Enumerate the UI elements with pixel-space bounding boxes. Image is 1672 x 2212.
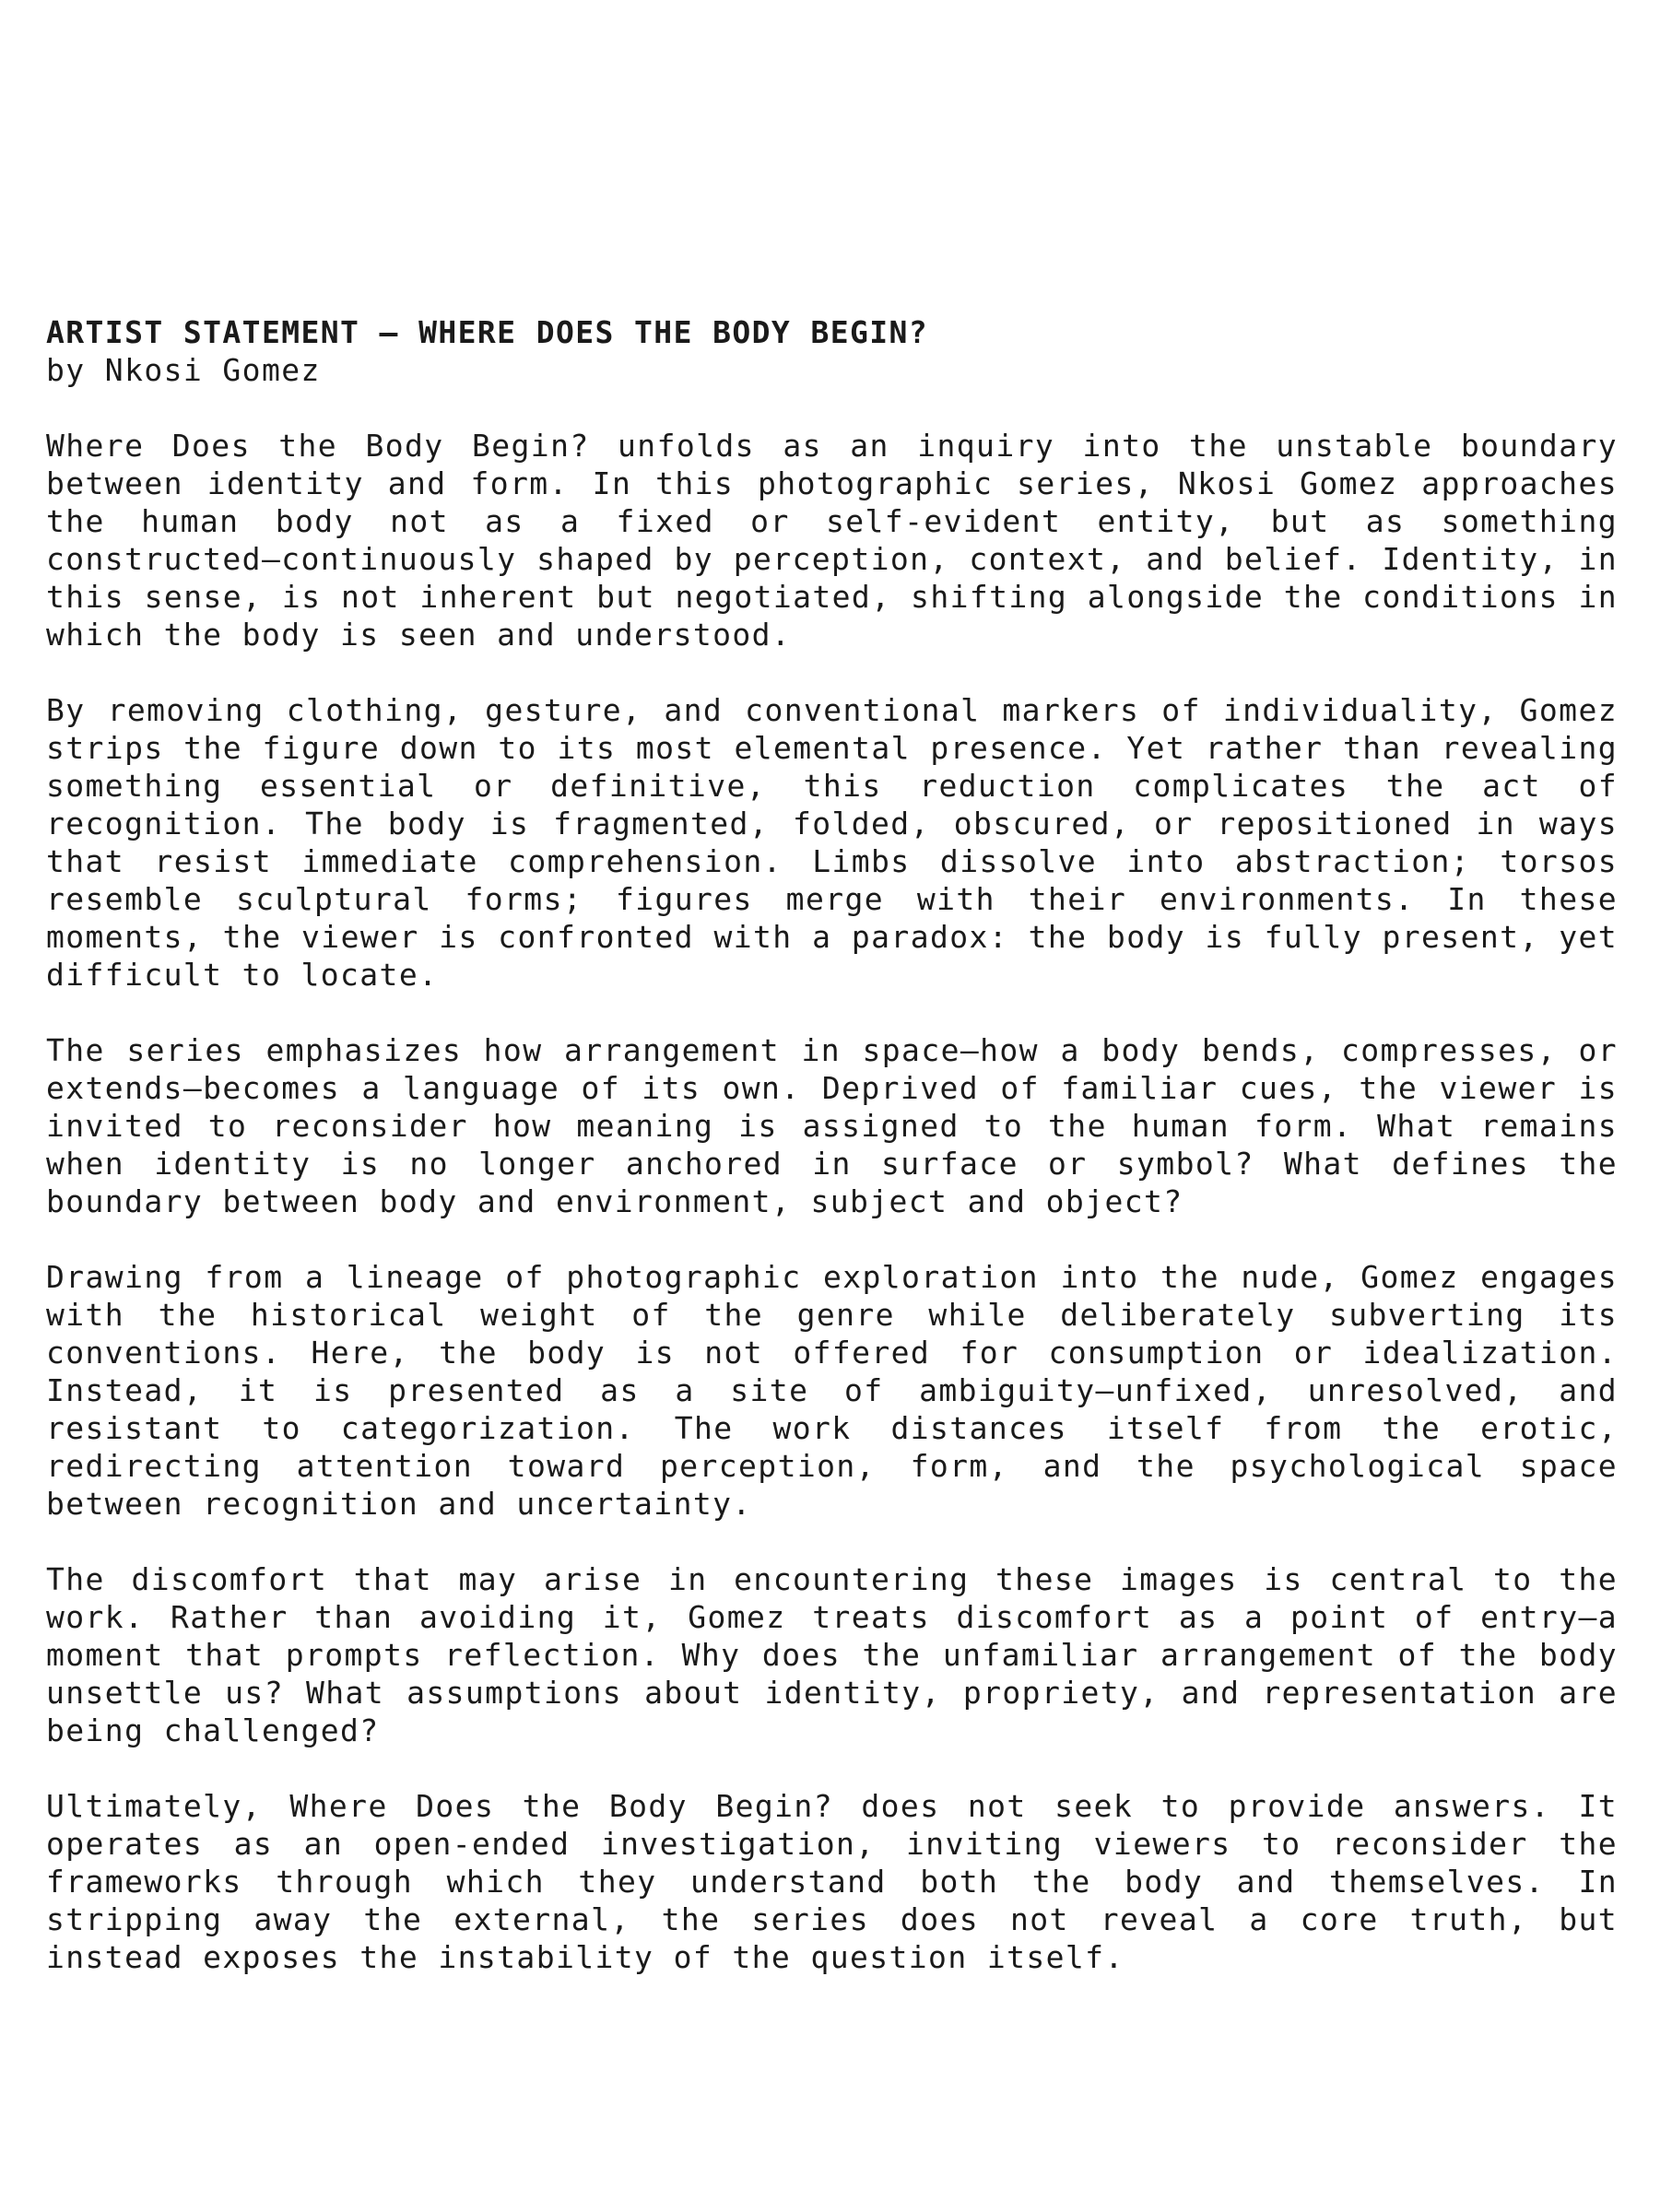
paragraph-6: Ultimately, Where Does the Body Begin? does not seek to provide answers. It operates as an open-ended investigation, inviting viewers to reconsider the frameworks through which they understand both the body and themselves. In stripping away the external, the series does not reveal a core truth, but instead exposes the instability of the question itself.	[46, 1788, 1618, 1975]
paragraph-2: By removing clothing, gesture, and conventional markers of individuality, Gomez strips the figure down to its most elemental presence. Yet rather than revealing something essential or definitive, this reduction complicates the act of recognition. The body is fragmented, folded, obscured, or repositioned in ways that resist immediate comprehension. Limbs dissolve into abstraction; torsos resemble sculptural forms; figures merge with their environments. In these moments, the viewer is confronted with a paradox: the body is fully present, yet difficult to locate.	[46, 692, 1618, 993]
document-title: ARTIST STATEMENT — WHERE DOES THE BODY BEGIN?	[46, 314, 929, 350]
paragraph-5: The discomfort that may arise in encountering these images is central to the work. Rather than avoiding it, Gomez treats discomfort as a point of entry—a moment that prompts reflection. Why does the unfamiliar arrangement of the body unsettle us? What assumptions about identity, propriety, and representation are being challenged?	[46, 1561, 1618, 1748]
paragraph-1: Where Does the Body Begin? unfolds as an inquiry into the unstable boundary between identity and form. In this photographic series, Nkosi Gomez approaches the human body not as a fixed or self-evident entity, but as something constructed—continuously shaped by perception, context, and belief. Identity, in this sense, is not inherent but negotiated, shifting alongside the conditions in which the body is seen and understood.	[46, 428, 1618, 653]
author-byline: by Nkosi Gomez	[46, 352, 321, 388]
paragraph-3: The series emphasizes how arrangement in space—how a body bends, compresses, or extends—becomes a language of its own. Deprived of familiar cues, the viewer is invited to reconsider how meaning is assigned to the human form. What remains when identity is no longer anchored in surface or symbol? What defines the boundary between body and environment, subject and object?	[46, 1032, 1618, 1219]
paragraph-4: Drawing from a lineage of photographic exploration into the nude, Gomez engages with the historical weight of the genre while deliberately subverting its conventions. Here, the body is not offered for consumption or idealization. Instead, it is presented as a site of ambiguity—unfixed, unresolved, and resistant to categorization. The work distances itself from the erotic, redirecting attention toward perception, form, and the psychological space between recognition and uncertainty.	[46, 1259, 1618, 1522]
document-page	[46, 313, 1618, 1976]
